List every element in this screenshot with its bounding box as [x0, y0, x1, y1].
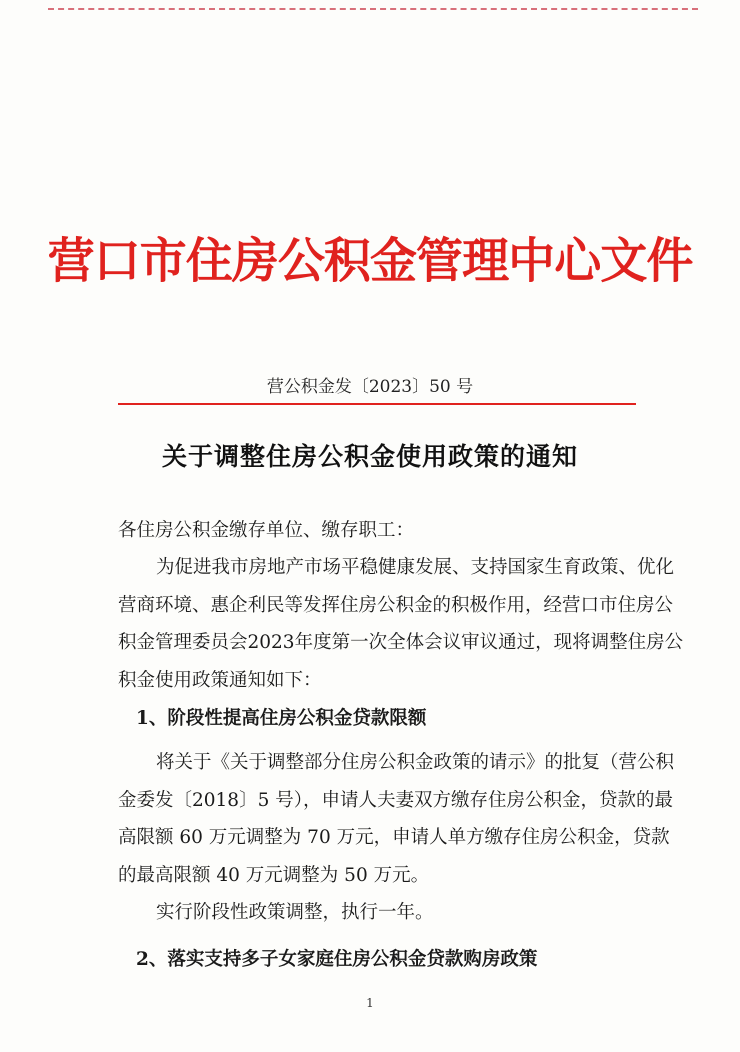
page-number: 1	[366, 996, 374, 1010]
section-heading-2: 2、落实支持多子女家庭住房公积金贷款购房政策	[136, 949, 538, 970]
org-red-header: 营口市住房公积金管理中心文件	[47, 233, 693, 289]
section-heading-1: 1、阶段性提高住房公积金贷款限额	[136, 708, 427, 729]
red-separator-line	[118, 403, 636, 405]
document-number: 营公积金发〔2023〕50 号	[266, 377, 474, 397]
paragraph-duration: 实行阶段性政策调整，执行一年。	[156, 902, 434, 923]
salutation: 各住房公积金缴存单位、缴存职工：	[118, 520, 415, 541]
top-border-rule	[48, 8, 698, 10]
paragraph-intro: 为促进我市房地产市场平稳健康发展、支持国家生育政策、优化营商环境、惠企利民等发挥住房公积金的积极作用，经营口市住房公积金管理委员会2023年度第一次全体会议审议通过，现将调整住房公积金使用政策通知如下：	[118, 557, 684, 691]
document-title: 关于调整住房公积金使用政策的通知	[161, 442, 578, 471]
paragraph-loan-limit: 将关于《关于调整部分住房公积金政策的请示》的批复（营公积金委发〔2018〕5 号），申请人夫妻双方缴存住房公积金，贷款的最高限额 60 万元调整为 70 万元，申请人单方缴存住房公积金，贷款的最高限额 40 万元调整为 50 万元。	[118, 752, 675, 886]
